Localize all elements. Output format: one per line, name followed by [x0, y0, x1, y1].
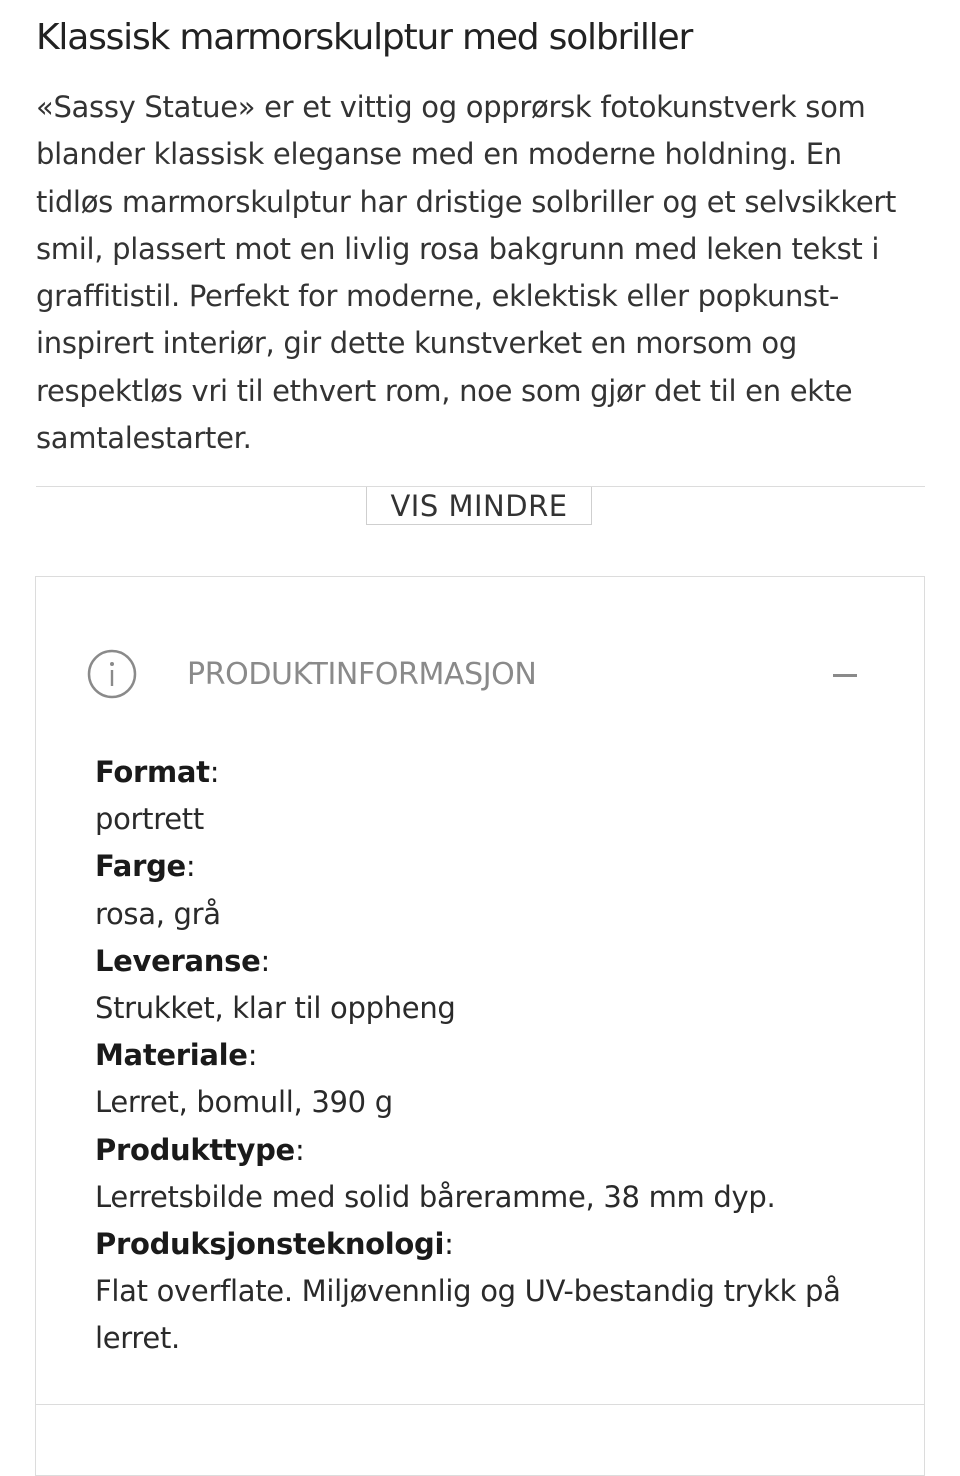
- spec-value: Strukket, klar til oppheng: [95, 991, 456, 1026]
- product-info-title: PRODUKTINFORMASJON: [187, 657, 537, 692]
- show-less-button[interactable]: VIS MINDRE: [366, 487, 592, 525]
- spec-label: Format:: [95, 755, 220, 789]
- minus-icon[interactable]: [833, 674, 857, 677]
- spec-label-text: Materiale: [95, 1038, 248, 1073]
- spec-value: rosa, grå: [95, 896, 221, 931]
- spec-value: Lerretsbilde med solid båreramme, 38 mm dyp.: [95, 1179, 776, 1214]
- product-description: «Sassy Statue» er et vittig og opprørsk fotokunstverk som blander klassisk eleganse med en moderne holdning. En tidløs marmorskulptur har dristige solbriller og et selvsikkert smil, plassert mot en livlig rosa bakgrunn med leken tekst i graffitistil. Perfekt for moderne, eklektisk eller popkunst-inspirert interiør, gir dette kunstverket en morsom og respektløs vri til ethvert rom, noe som gjør det til en ekte samtalestarter.: [36, 90, 897, 456]
- product-title: Klassisk marmorskulptur med solbriller: [36, 17, 693, 58]
- spec-label: Leveranse:: [95, 943, 270, 978]
- spec-label-text: Farge: [95, 849, 186, 884]
- spec-label-text: Produkttype: [95, 1132, 295, 1167]
- spec-label: Produkttype:: [95, 1132, 305, 1167]
- spec-value: portrett: [95, 802, 204, 837]
- spec-label-text: Leveranse: [95, 943, 261, 978]
- spec-label: Farge:: [95, 849, 196, 884]
- info-icon: [87, 649, 137, 699]
- spec-label-text: Format: [95, 755, 210, 789]
- product-info-header[interactable]: [36, 637, 924, 713]
- spec-label: Produksjonsteknologi:: [95, 1227, 454, 1262]
- panel-divider: [36, 1404, 924, 1405]
- spec-value: Flat overflate. Miljøvennlig og UV-bestandig trykk på lerret.: [95, 1274, 841, 1356]
- spec-value: Lerret, bomull, 390 g: [95, 1085, 393, 1120]
- spec-label: Materiale:: [95, 1038, 258, 1073]
- spec-label-text: Produksjonsteknologi: [95, 1227, 445, 1262]
- spec-list: [95, 749, 875, 1363]
- product-info-panel: [35, 576, 925, 1476]
